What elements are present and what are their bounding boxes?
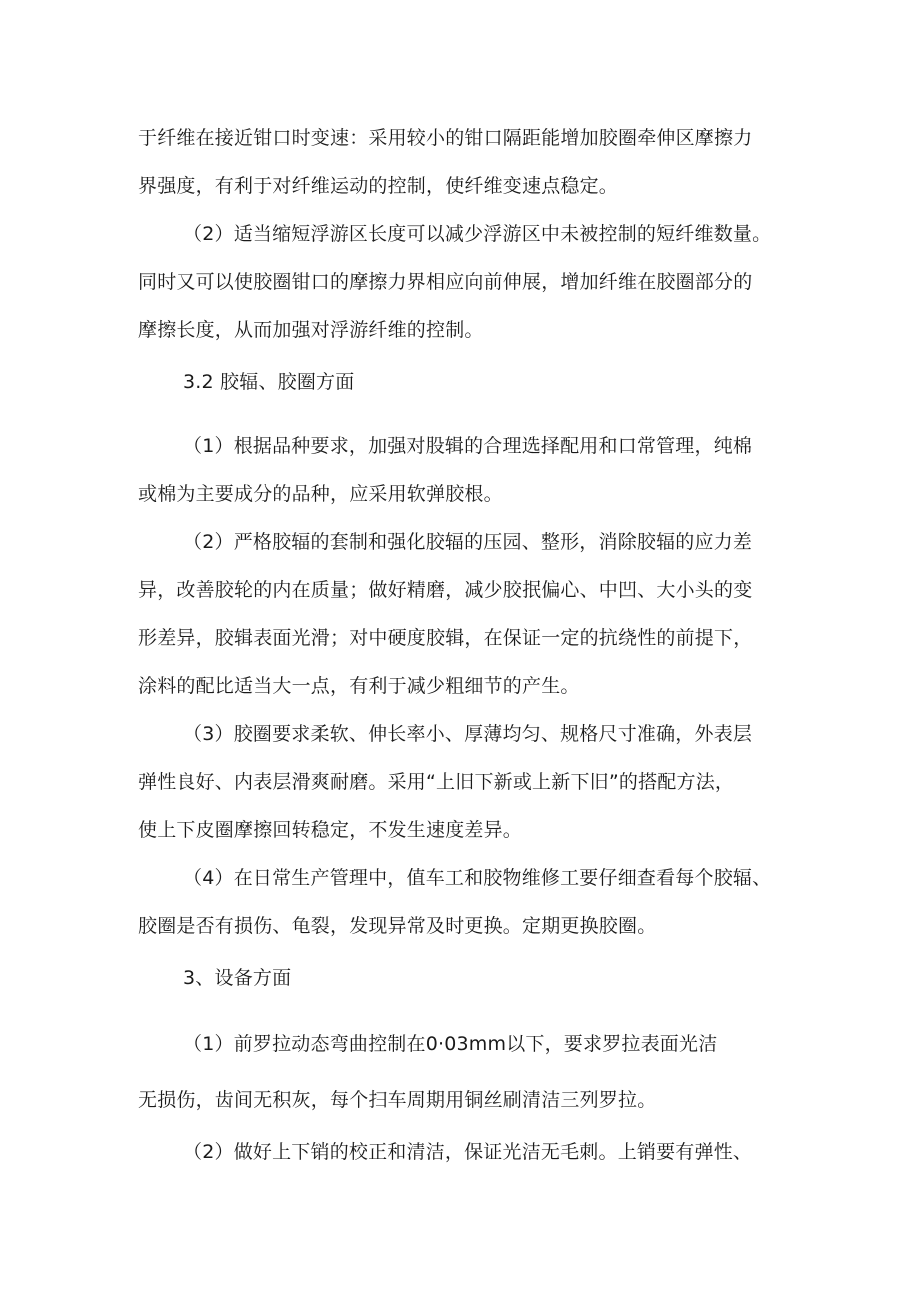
- text-line: 使上下皮圈摩擦回转稳定，不发生速度差异。: [138, 819, 523, 841]
- text-line: 摩擦长度，从而加强对浮游纤维的控制。: [138, 319, 484, 341]
- section-heading: 3、设备方面: [183, 967, 292, 989]
- text-line: 同时又可以使胶圈钳口的摩擦力界相应向前伸展，增加纤维在胶圈部分的: [138, 271, 753, 293]
- text-line: 界强度，有利于对纤维运动的控制，使纤维变速点稳定。: [138, 175, 619, 197]
- text-line: 胶圈是否有损伤、龟裂，发现异常及时更换。定期更换胶圈。: [138, 915, 657, 937]
- text-line: （3）胶圈要求柔软、伸长率小、厚薄均匀、规格尺寸准确，外表层: [183, 723, 753, 745]
- text-line: （1）根据品种要求，加强对股辑的合理选择配用和口常管理，纯棉: [183, 435, 753, 457]
- text-line: （1）前罗拉动态弯曲控制在0·03mm以下，要求罗拉表面光洁: [183, 1033, 718, 1055]
- text-line: 涂料的配比适当大一点，有利于减少粗细节的产生。: [138, 675, 580, 697]
- text-line: （2）做好上下销的校正和清洁，保证光洁无毛刺。上销要有弹性、: [183, 1141, 753, 1163]
- text-line: 于纤维在接近钳口时变速：采用较小的钳口隔距能增加胶圈牵伸区摩擦力: [138, 127, 753, 149]
- section-heading: 3.2 胶辐、胶圈方面: [183, 371, 355, 393]
- text-line: 弹性良好、内表层滑爽耐磨。采用“上旧下新或上新下旧”的搭配方法，: [138, 771, 735, 793]
- text-line: 无损伤，齿间无积灰，每个扫车周期用铜丝刷清洁三列罗拉。: [138, 1089, 657, 1111]
- text-line: （4）在日常生产管理中，值车工和胶物维修工要仔细查看每个胶辐、: [183, 867, 772, 889]
- text-line: （2）严格胶辐的套制和强化胶辐的压园、整形，消除胶辐的应力差: [183, 531, 753, 553]
- text-line: 异，改善胶轮的内在质量；做好精磨，减少胶抿偏心、中凹、大小头的变: [138, 579, 753, 601]
- text-line: 或棉为主要成分的品种，应采用软弹胶根。: [138, 483, 503, 505]
- text-line: （2）适当缩短浮游区长度可以减少浮游区中未被控制的短纤维数量。: [183, 223, 772, 245]
- text-line: 形差异，胶辑表面光滑；对中硬度胶辑，在保证一定的抗绕性的前提下，: [138, 627, 753, 649]
